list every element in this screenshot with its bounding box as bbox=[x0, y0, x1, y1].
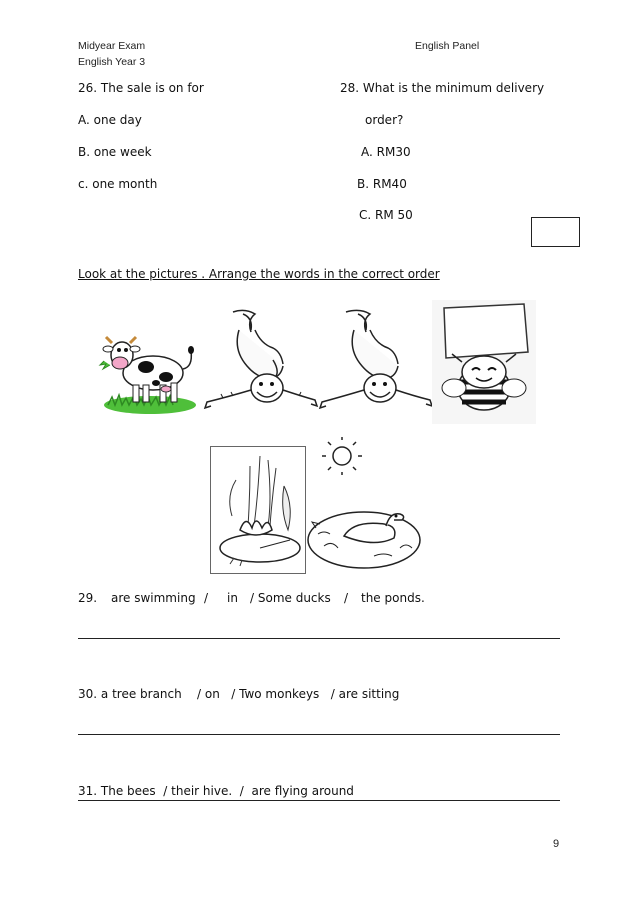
question-28-option-c: C. RM 50 bbox=[359, 208, 413, 222]
question-28-stem: 28. What is the minimum delivery bbox=[340, 81, 545, 95]
cow-icon bbox=[98, 325, 200, 417]
question-26-option-b: B. one week bbox=[78, 145, 152, 159]
question-26-stem: 26. The sale is on for bbox=[78, 81, 204, 95]
question-31: 31. The bees / their hive. / are flying around bbox=[78, 784, 354, 798]
question-28-option-a: A. RM30 bbox=[361, 145, 411, 159]
header-exam-title: Midyear Exam bbox=[78, 40, 146, 52]
ducks-pond-icon bbox=[304, 436, 422, 576]
question-29-phrase: in bbox=[227, 591, 238, 605]
header-panel: English Panel bbox=[415, 40, 480, 52]
question-29-slash: / bbox=[204, 591, 209, 605]
answer-line-31[interactable] bbox=[78, 800, 560, 801]
question-26-option-a: A. one day bbox=[78, 113, 142, 127]
instruction: Look at the pictures . Arrange the words in the correct order bbox=[78, 267, 440, 281]
monkey-hanging-icon bbox=[203, 308, 321, 420]
page-number: 9 bbox=[553, 838, 560, 850]
score-box bbox=[531, 217, 580, 247]
question-29-slash: / bbox=[344, 591, 349, 605]
lotus-pond-icon bbox=[210, 446, 306, 574]
question-29-phrase: are swimming bbox=[111, 591, 196, 605]
answer-line-30[interactable] bbox=[78, 734, 560, 735]
question-29-number: 29. bbox=[78, 591, 98, 605]
header-year: English Year 3 bbox=[78, 56, 146, 68]
question-28-option-b: B. RM40 bbox=[357, 177, 407, 191]
answer-line-29[interactable] bbox=[78, 638, 560, 639]
bee-holding-sign-icon bbox=[432, 300, 536, 424]
question-26-option-c: c. one month bbox=[78, 177, 158, 191]
monkey-hanging-icon bbox=[318, 306, 436, 420]
question-30: 30. a tree branch / on / Two monkeys / are sitting bbox=[78, 687, 400, 701]
question-29-phrase: / Some ducks bbox=[250, 591, 331, 605]
question-28-stem-cont: order? bbox=[365, 113, 404, 127]
question-29-phrase: the ponds. bbox=[361, 591, 425, 605]
